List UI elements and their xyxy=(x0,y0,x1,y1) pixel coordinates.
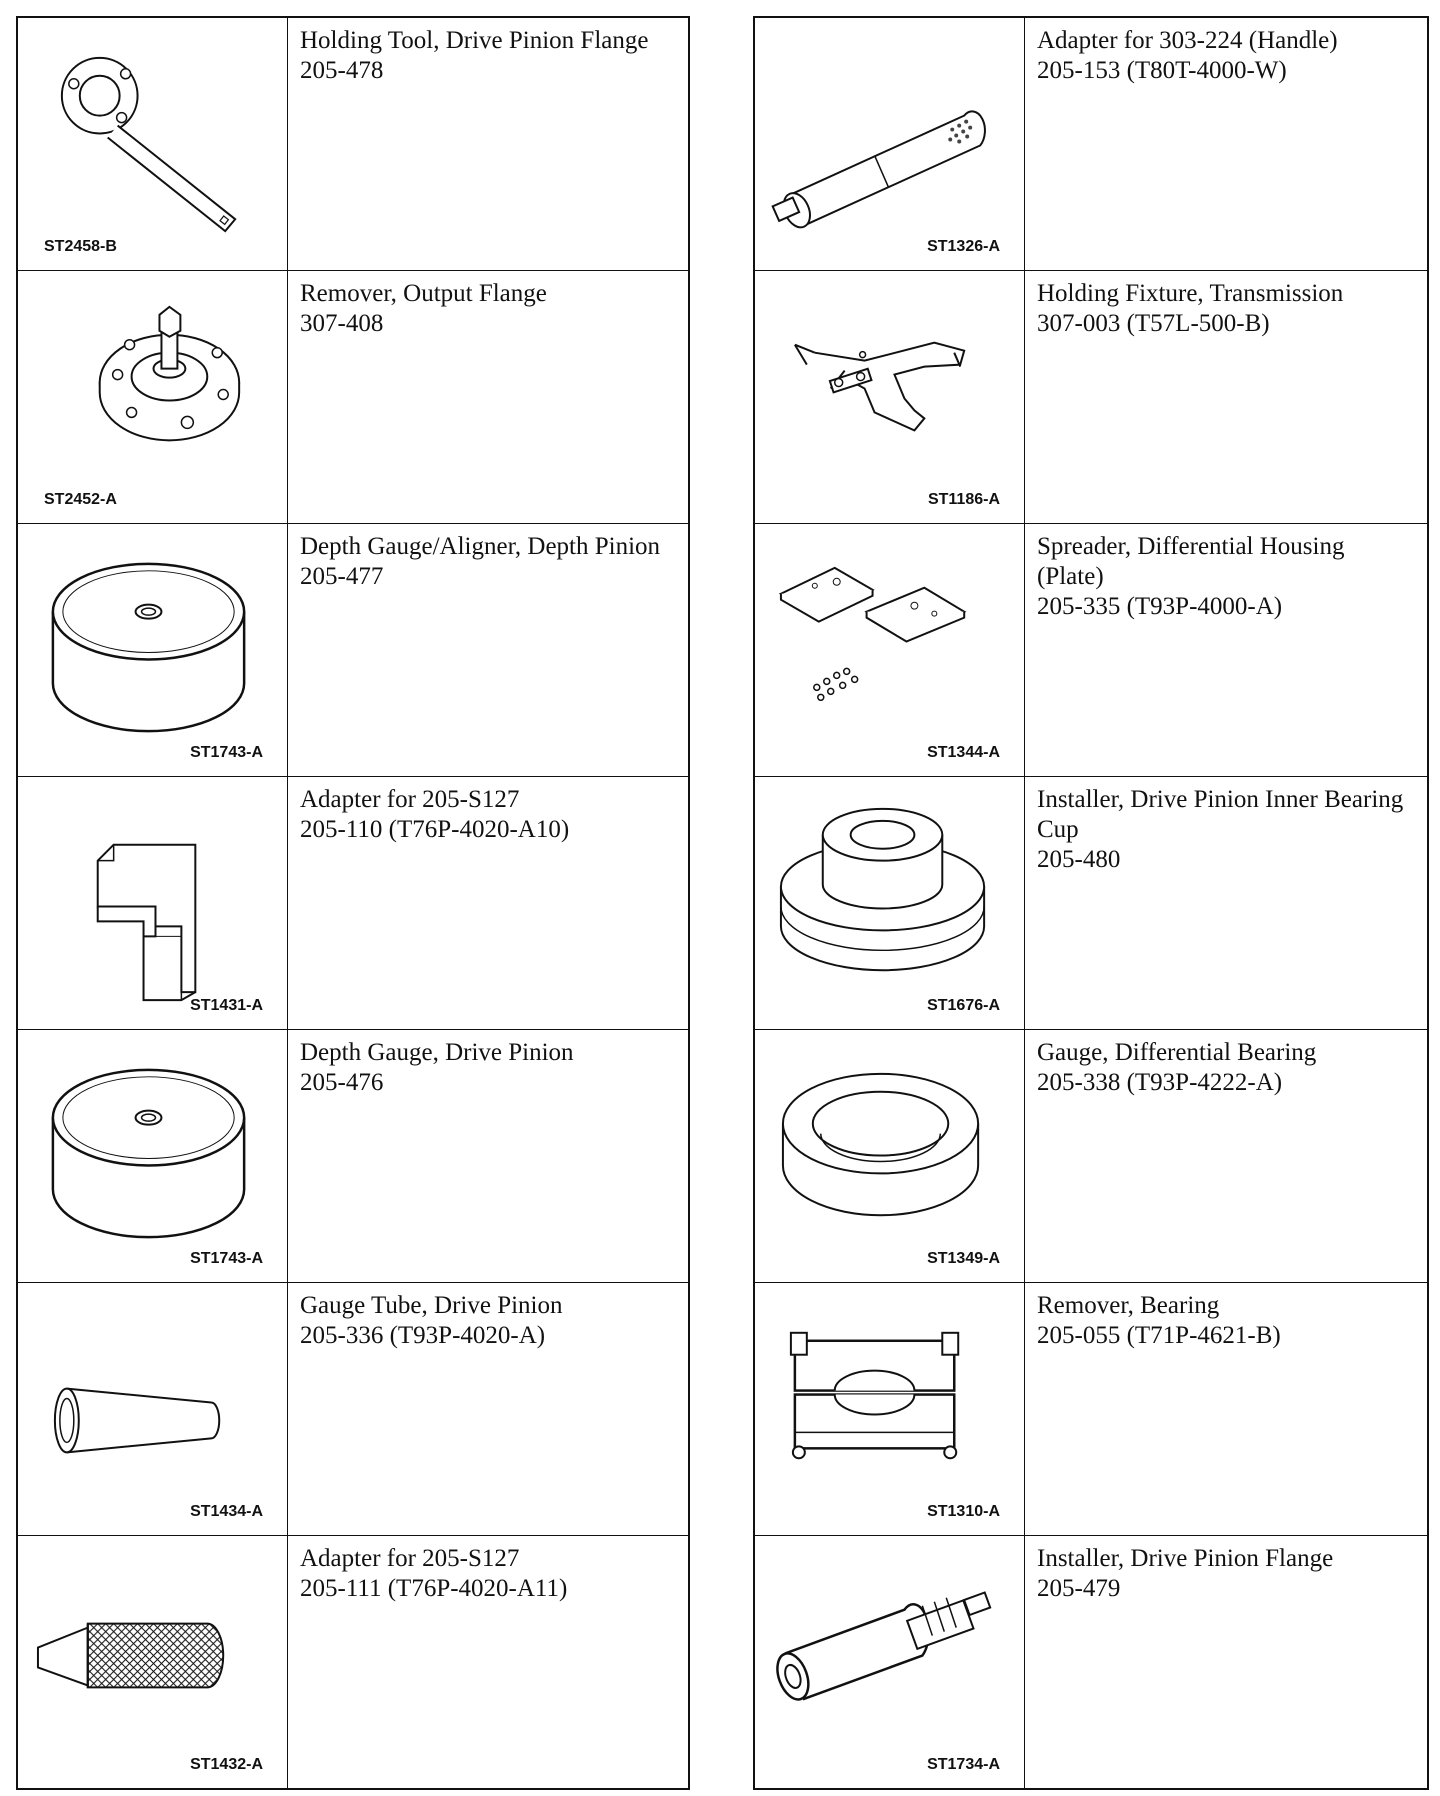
tool-row xyxy=(755,1536,1427,1788)
tool-name: Remover, Bearing xyxy=(1037,1292,1220,1319)
illustration-code: ST1434-A xyxy=(190,1503,263,1520)
tool-row xyxy=(18,524,688,777)
ring-gauge-icon xyxy=(755,1030,1024,1282)
illustration-code: ST1743-A xyxy=(190,1250,263,1267)
tool-number: 307-408 xyxy=(300,310,384,337)
tools-table-left xyxy=(16,16,690,1790)
illustration-code: ST1344-A xyxy=(927,744,1000,761)
holding-fixture-icon xyxy=(755,271,1024,523)
tool-number: 205-478 xyxy=(300,57,384,84)
tool-number: 205-110 (T76P-4020-A10) xyxy=(300,816,570,843)
tool-row xyxy=(18,1283,688,1536)
tool-row xyxy=(18,1030,688,1283)
tool-row xyxy=(755,524,1427,777)
tool-row xyxy=(18,271,688,524)
tool-name: Adapter for 205-S127 xyxy=(300,1545,520,1572)
tool-name: Installer, Drive Pinion Flange xyxy=(1037,1545,1334,1572)
tool-name: Depth Gauge, Drive Pinion xyxy=(300,1039,574,1066)
tool-row xyxy=(755,18,1427,271)
tool-illustration-cell xyxy=(18,524,288,776)
tool-row xyxy=(18,18,688,271)
tool-description xyxy=(288,1030,586,1282)
tool-number: 205-479 xyxy=(1037,1575,1121,1602)
tool-number: 205-055 (T71P-4621-B) xyxy=(1037,1322,1281,1349)
knurled-adapter-icon xyxy=(18,1536,287,1788)
illustration-code: ST1310-A xyxy=(927,1503,1000,1520)
wrench-icon xyxy=(18,18,287,270)
illustration-code: ST1431-A xyxy=(190,997,263,1014)
disc-gauge-icon xyxy=(18,524,287,776)
illustration-code: ST1432-A xyxy=(190,1756,263,1773)
tool-number: 205-476 xyxy=(300,1069,384,1096)
tool-description xyxy=(288,18,660,270)
tool-row xyxy=(755,1283,1427,1536)
tool-row xyxy=(755,271,1427,524)
disc-gauge-icon xyxy=(18,1030,287,1282)
tool-name: Gauge Tube, Drive Pinion xyxy=(300,1292,563,1319)
tool-illustration-cell xyxy=(18,1536,288,1788)
tool-number: 205-480 xyxy=(1037,846,1121,873)
illustration-code: ST1349-A xyxy=(927,1250,1000,1267)
tool-description xyxy=(1025,1030,1328,1282)
illustration-code: ST1186-A xyxy=(927,491,1000,508)
tool-illustration-cell xyxy=(18,1283,288,1535)
bearing-remover-icon xyxy=(755,1283,1024,1535)
illustration-code: ST2458-B xyxy=(44,238,117,255)
tool-illustration-cell xyxy=(755,1283,1025,1535)
tool-illustration-cell xyxy=(18,271,288,523)
tool-name: Holding Fixture, Transmission xyxy=(1037,280,1344,307)
block-adapter-icon xyxy=(18,777,287,1029)
tool-illustration-cell xyxy=(18,777,288,1029)
tool-number: 205-336 (T93P-4020-A) xyxy=(300,1322,546,1349)
tool-name: Gauge, Differential Bearing xyxy=(1037,1039,1317,1066)
tool-description xyxy=(288,271,559,523)
flange-remover-icon xyxy=(18,271,287,523)
tool-row xyxy=(18,777,688,1030)
tool-description xyxy=(1025,777,1427,1029)
illustration-code: ST1734-A xyxy=(927,1756,1000,1773)
tool-description xyxy=(1025,271,1355,523)
tool-name: Adapter for 303-224 (Handle) xyxy=(1037,27,1338,54)
tool-description xyxy=(1025,1536,1345,1788)
tool-illustration-cell xyxy=(755,524,1025,776)
tool-name: Remover, Output Flange xyxy=(300,280,547,307)
tool-description xyxy=(288,1283,575,1535)
tool-name: Depth Gauge/Aligner, Depth Pinion xyxy=(300,533,661,560)
tool-number: 205-153 (T80T-4000-W) xyxy=(1037,57,1287,84)
tool-description xyxy=(1025,524,1427,776)
tool-name: Holding Tool, Drive Pinion Flange xyxy=(300,27,649,54)
handle-adapter-icon xyxy=(755,18,1024,270)
tool-description xyxy=(1025,18,1350,270)
tool-illustration-cell xyxy=(18,18,288,270)
illustration-code: ST1676-A xyxy=(927,997,1000,1014)
illustration-code: ST2452-A xyxy=(44,491,117,508)
tool-illustration-cell xyxy=(18,1030,288,1282)
tube-icon xyxy=(18,1283,287,1535)
tool-number: 307-003 (T57L-500-B) xyxy=(1037,310,1270,337)
tool-illustration-cell xyxy=(755,271,1025,523)
tool-name: Spreader, Differential Housing (Plate) xyxy=(1037,533,1351,590)
illustration-code: ST1743-A xyxy=(190,744,263,761)
tools-table-right xyxy=(753,16,1429,1790)
tool-description xyxy=(288,1536,579,1788)
tool-illustration-cell xyxy=(755,1030,1025,1282)
tool-description xyxy=(288,524,672,776)
tool-name: Installer, Drive Pinion Inner Bearing Cup xyxy=(1037,786,1410,843)
tool-number: 205-335 (T93P-4000-A) xyxy=(1037,593,1283,620)
tool-number: 205-477 xyxy=(300,563,384,590)
tool-row xyxy=(755,1030,1427,1283)
tool-number: 205-111 (T76P-4020-A11) xyxy=(300,1575,568,1602)
tool-illustration-cell xyxy=(755,1536,1025,1788)
tool-illustration-cell xyxy=(755,18,1025,270)
cup-installer-icon xyxy=(755,777,1024,1029)
tool-illustration-cell xyxy=(755,777,1025,1029)
tool-name: Adapter for 205-S127 xyxy=(300,786,520,813)
tool-row xyxy=(755,777,1427,1030)
tool-row xyxy=(18,1536,688,1788)
tool-description xyxy=(288,777,581,1029)
illustration-code: ST1326-A xyxy=(927,238,1000,255)
flange-installer-icon xyxy=(755,1536,1024,1788)
spreader-plates-icon xyxy=(755,524,1024,776)
tool-description xyxy=(1025,1283,1293,1535)
tool-number: 205-338 (T93P-4222-A) xyxy=(1037,1069,1283,1096)
